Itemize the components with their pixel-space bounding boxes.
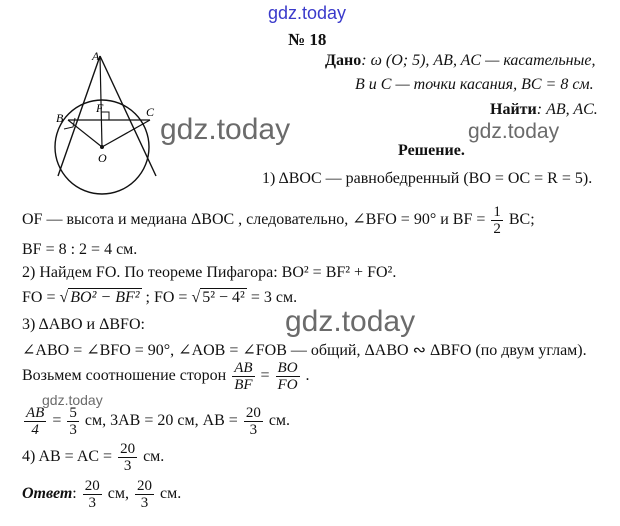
calc-mid: см, 3AB = 20 см, AB = (84, 412, 238, 430)
ratio-fraction-1 (232, 360, 254, 393)
given-text-1: : ω (O; 5), AB, AC — касательные, (361, 52, 596, 69)
ratio-fraction-2 (276, 360, 300, 393)
of-text-b: BC; (508, 211, 535, 229)
label-o: O (98, 151, 107, 165)
label-f: F (96, 101, 104, 115)
calc-f1-num: AB (26, 405, 45, 421)
calc-eq-1: = (52, 412, 62, 430)
step-4-end: см. (143, 448, 165, 466)
label-c: C (146, 105, 155, 119)
given-line-1 (325, 52, 596, 70)
calc-fraction-1 (24, 405, 46, 438)
ratio-eq: = (260, 367, 270, 385)
ratio-text: Возьмем соотношение сторон (22, 367, 227, 385)
segment-co (102, 120, 150, 147)
step-1: 1) ΔBOC — равнобедренный (BO = OC = R = 5). (262, 170, 593, 187)
of-text-a: OF — высота и медиана ΔBOC , следовательно, ∠BFO = 90° и BF = (22, 211, 486, 229)
of-line (22, 204, 535, 237)
ans-f2-den: 3 (140, 495, 149, 511)
calc-f2-num: 5 (69, 405, 77, 421)
step-4-num: 20 (120, 441, 136, 457)
calc-fraction-2 (67, 405, 79, 438)
watermark-small: gdz.today (42, 392, 103, 408)
find-label: Найти (490, 101, 537, 118)
problem-number: № 18 (288, 30, 327, 49)
step-4 (22, 441, 164, 474)
angles-line: ∠ABO = ∠BFO = 90°, ∠AOB = ∠FOB — общий, ΔABO ∾ ΔBFO (по двум углам). (22, 342, 587, 359)
fo-mid: ; FO = (145, 289, 188, 306)
fo-line (22, 289, 297, 307)
calc-f2-den: 3 (69, 422, 77, 438)
step-4-text: 4) AB = AC = (22, 448, 113, 466)
center-o (100, 145, 104, 149)
tangent-ab (58, 56, 100, 176)
step-2: 2) Найдем FO. По теореме Пифагора: BO² = BF² + FO². (22, 264, 397, 281)
ans-f1-num: 20 (84, 478, 100, 494)
answer-label: Ответ (22, 485, 73, 503)
solution-title: Решение. (398, 142, 465, 159)
find-text: : AB, AC. (536, 101, 598, 118)
fo-sqrt-2: 5² − 4² (202, 289, 245, 306)
label-a: A (92, 49, 100, 63)
fo-end: = 3 см. (250, 289, 298, 306)
watermark-right: gdz.today (468, 120, 560, 143)
step-3: 3) ΔABO и ΔBFO: (22, 316, 145, 333)
calc-fraction-3 (244, 405, 263, 438)
fraction-half-den: 2 (493, 221, 501, 237)
ratio-line (22, 360, 310, 393)
geometry-figure (40, 48, 180, 208)
given-label: Дано (325, 52, 362, 69)
ratio-f1-num: AB (234, 360, 253, 376)
fraction-half-num: 1 (493, 204, 501, 220)
ratio-f2-num: BO (277, 360, 298, 376)
calc-f3-den: 3 (249, 422, 258, 438)
ratio-f1-den: BF (234, 377, 253, 393)
ratio-f2-den: FO (277, 377, 298, 393)
fo-prefix: FO = (22, 289, 56, 306)
find-line (490, 101, 598, 119)
bf-line: BF = 8 : 2 = 4 см. (22, 241, 138, 258)
ans-f1-den: 3 (88, 495, 96, 511)
answer-line (22, 478, 181, 511)
ans-end: см. (159, 485, 182, 503)
calc-line (22, 405, 290, 438)
watermark-top: gdz.today (268, 3, 347, 23)
given-line-2: B и C — точки касания, BC = 8 см. (355, 76, 594, 93)
ratio-end: . (305, 367, 310, 385)
label-b: B (56, 111, 64, 125)
answer-colon: : (72, 485, 77, 503)
fo-sqrt-1: BO² − BF² (70, 289, 140, 306)
fraction-half (491, 204, 503, 237)
step-4-fraction (118, 441, 137, 474)
calc-f1-den: 4 (31, 422, 39, 438)
step-4-den: 3 (123, 458, 132, 474)
ans-mid: см, (107, 485, 129, 503)
sqrt-symbol-2: √ (191, 289, 201, 306)
ans-f2-num: 20 (136, 478, 152, 494)
answer-fraction-2 (135, 478, 154, 511)
answer-fraction-1 (83, 478, 102, 511)
watermark-center: gdz.today (285, 305, 416, 338)
watermark-left: gdz.today (160, 113, 291, 146)
calc-end: см. (268, 412, 291, 430)
sqrt-symbol-1: √ (59, 289, 69, 306)
calc-f3-num: 20 (245, 405, 261, 421)
